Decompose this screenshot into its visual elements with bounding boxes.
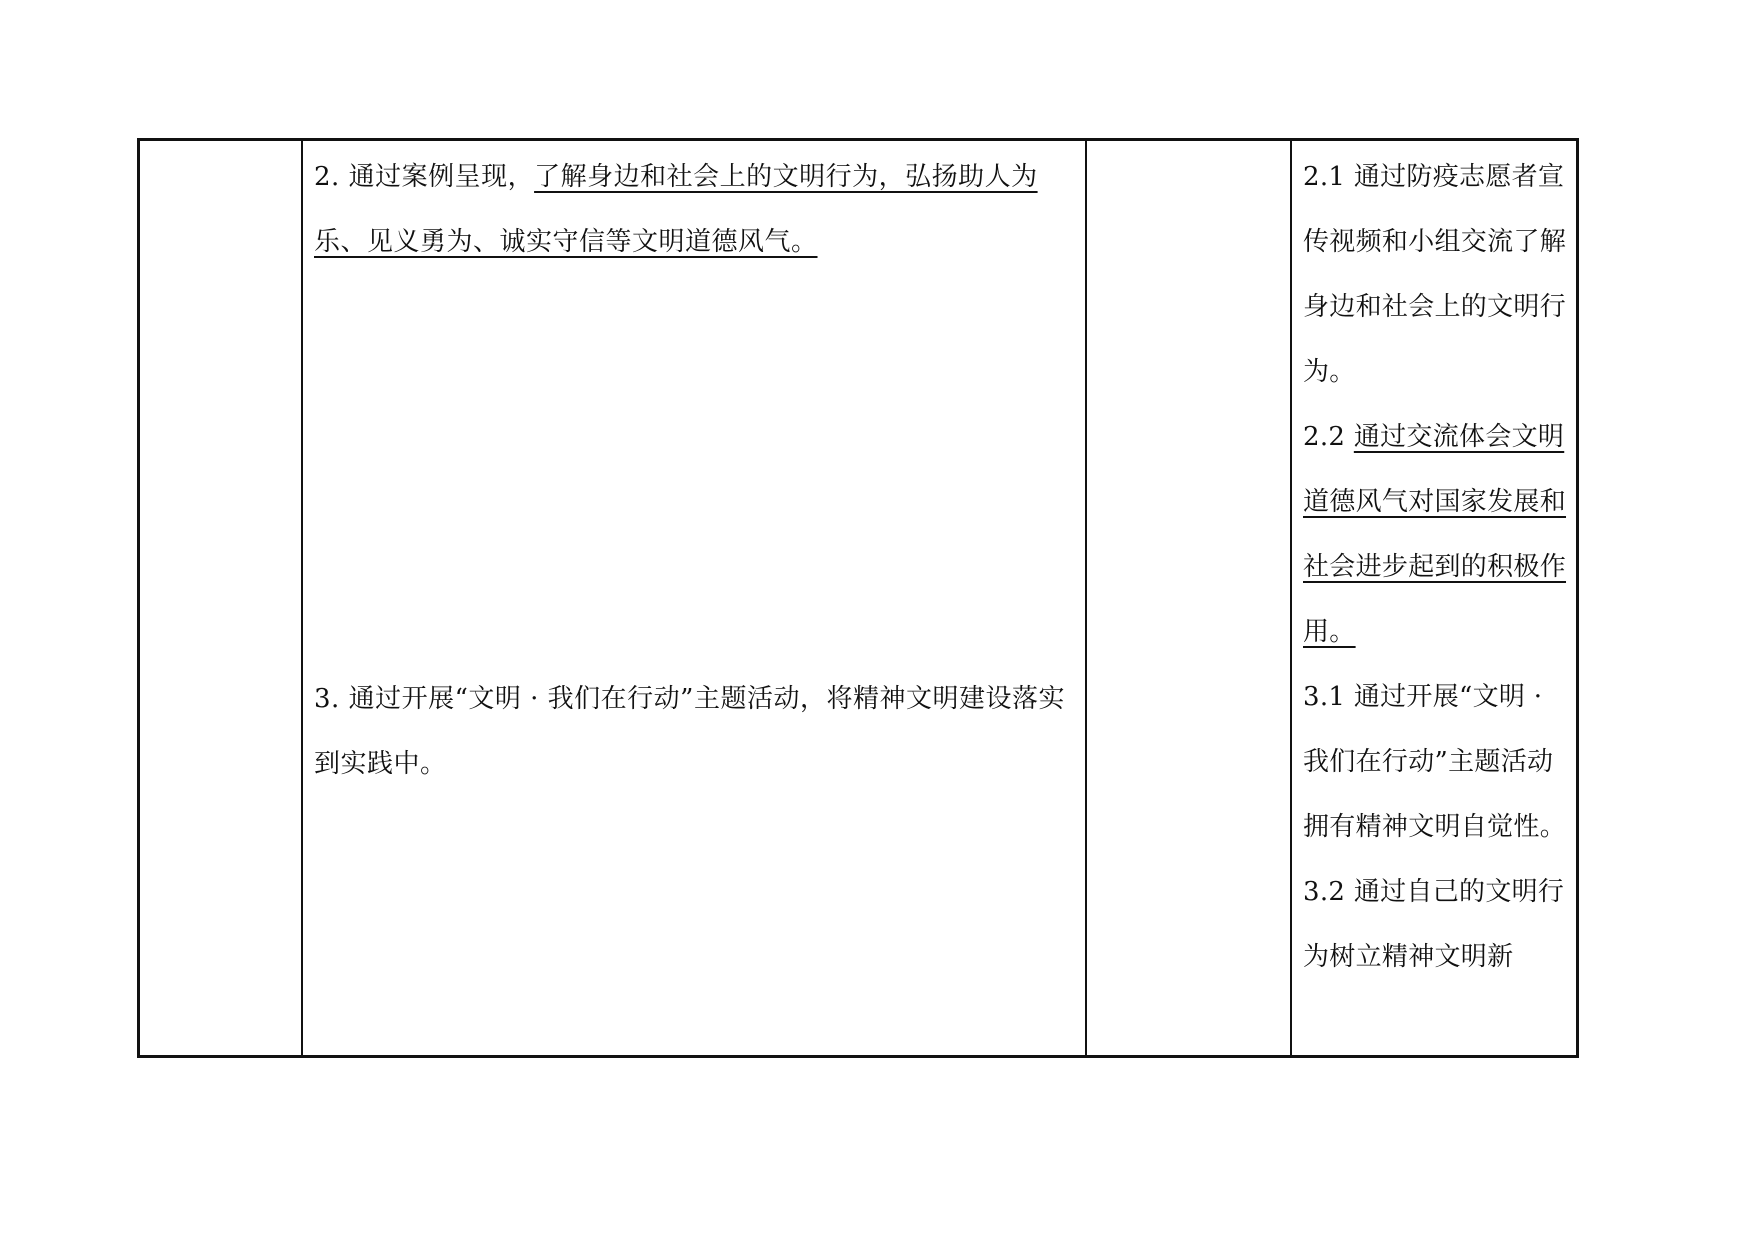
outcome-2-2-prefix: 2.2: [1303, 422, 1354, 452]
objective-2-text: [314, 145, 1078, 275]
outcome-3-2-text: 3.2 通过自己的文明行为树立精神文明新: [1303, 877, 1565, 972]
objective-3-cell: [314, 667, 1078, 797]
objective-2-underlined: 了解身边和社会上的文明行为，弘扬助人为乐、见义勇为、诚实守信等文明道德风气。: [314, 162, 1038, 257]
lesson-table: [137, 138, 1579, 1058]
outcome-2-1-text: 2.1 通过防疫志愿者宣传视频和小组交流了解身边和社会上的文明行为。: [1303, 162, 1567, 387]
column-divider-2: [1085, 141, 1087, 1055]
objective-2-cell: [314, 145, 1078, 275]
outcome-2-2-underlined: 通过交流体会文明道德风气对国家发展和社会进步起到的积极作用。: [1303, 422, 1567, 647]
outcome-3-1-text: 3.1 通过开展“文明 · 我们在行动”主题活动拥有精神文明自觉性。: [1303, 682, 1567, 842]
column-divider-1: [301, 141, 303, 1055]
objective-3-text: 3. 通过开展“文明 · 我们在行动”主题活动，将精神文明建设落实到实践中。: [314, 684, 1065, 779]
objective-2-prefix: 2. 通过案例呈现，: [314, 162, 535, 192]
column-divider-3: [1290, 141, 1292, 1055]
outcome-2-2-text: [1303, 405, 1569, 665]
outcome-cell: [1303, 145, 1569, 990]
